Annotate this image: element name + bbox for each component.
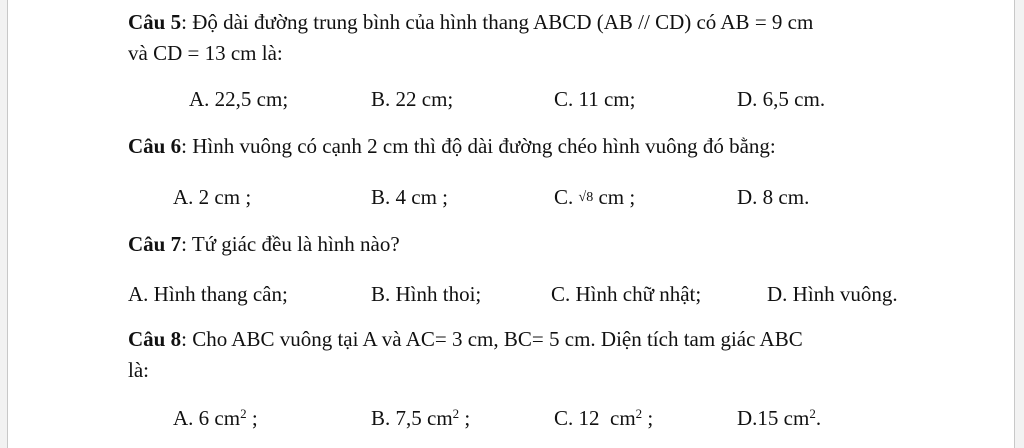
- sqrt-8-formula: √8: [578, 190, 594, 205]
- question-7-option-c: C. Hình chữ nhật;: [551, 282, 702, 306]
- option-c-tail: ;: [642, 406, 654, 430]
- option-b-exponent: 2: [452, 406, 460, 421]
- option-a-tail: ;: [246, 406, 258, 430]
- document-page: [7, 0, 1015, 448]
- question-8-option-a: [173, 406, 258, 430]
- question-6-text: : Hình vuông có cạnh 2 cm thì độ dài đường chéo hình vuông đó bằng:: [181, 134, 776, 158]
- question-8-text: : Cho ABC vuông tại A và AC= 3 cm, BC= 5 cm. Diện tích tam giác ABC: [181, 327, 803, 351]
- question-5-option-b: B. 22 cm;: [371, 87, 454, 111]
- option-a-value: A. 6 cm: [173, 406, 241, 430]
- option-d-exponent: 2: [809, 406, 816, 421]
- question-5-option-d: D. 6,5 cm.: [737, 87, 826, 111]
- question-8-option-b: [371, 406, 470, 430]
- question-5-option-a: A. 22,5 cm;: [189, 87, 289, 111]
- option-c-exponent: 2: [635, 406, 643, 421]
- question-7-option-d: D. Hình vuông.: [767, 282, 898, 306]
- question-5-line-1: [128, 10, 813, 34]
- question-8-option-c: [554, 406, 653, 430]
- question-7-text: : Tứ giác đều là hình nào?: [181, 232, 400, 256]
- question-7-label: Câu 7: [128, 232, 182, 256]
- question-6-line-1: [128, 134, 776, 158]
- question-5-line-2: và CD = 13 cm là:: [128, 41, 283, 65]
- question-7-option-a: A. Hình thang cân;: [128, 282, 288, 306]
- question-5-option-c: C. 11 cm;: [554, 87, 636, 111]
- option-d-tail: .: [815, 406, 822, 430]
- option-c-value: C. 12 cm: [554, 406, 636, 430]
- question-6-label: Câu 6: [128, 134, 182, 158]
- option-d-value: D.15 cm: [737, 406, 810, 430]
- question-8-line-1: [128, 327, 803, 351]
- option-b-tail: ;: [459, 406, 471, 430]
- option-a-exponent: 2: [240, 406, 247, 421]
- question-7-line-1: [128, 232, 400, 256]
- question-5-text: : Độ dài đường trung bình của hình thang ABCD (AB // CD) có AB = 9 cm: [181, 10, 814, 34]
- question-5-label: Câu 5: [128, 10, 182, 34]
- question-8-label: Câu 8: [128, 327, 182, 351]
- question-6-option-c-letter: C.: [554, 185, 574, 209]
- question-6-option-b: B. 4 cm ;: [371, 185, 448, 209]
- question-7-option-b: B. Hình thoi;: [371, 282, 482, 306]
- option-b-value: B. 7,5 cm: [371, 406, 453, 430]
- question-6-option-c: [554, 185, 635, 213]
- question-6-option-a: A. 2 cm ;: [173, 185, 252, 209]
- question-8-option-d: [737, 406, 821, 430]
- question-6-option-d: D. 8 cm.: [737, 185, 810, 209]
- question-8-line-2: là:: [128, 358, 149, 382]
- question-6-option-c-unit: cm ;: [598, 185, 636, 209]
